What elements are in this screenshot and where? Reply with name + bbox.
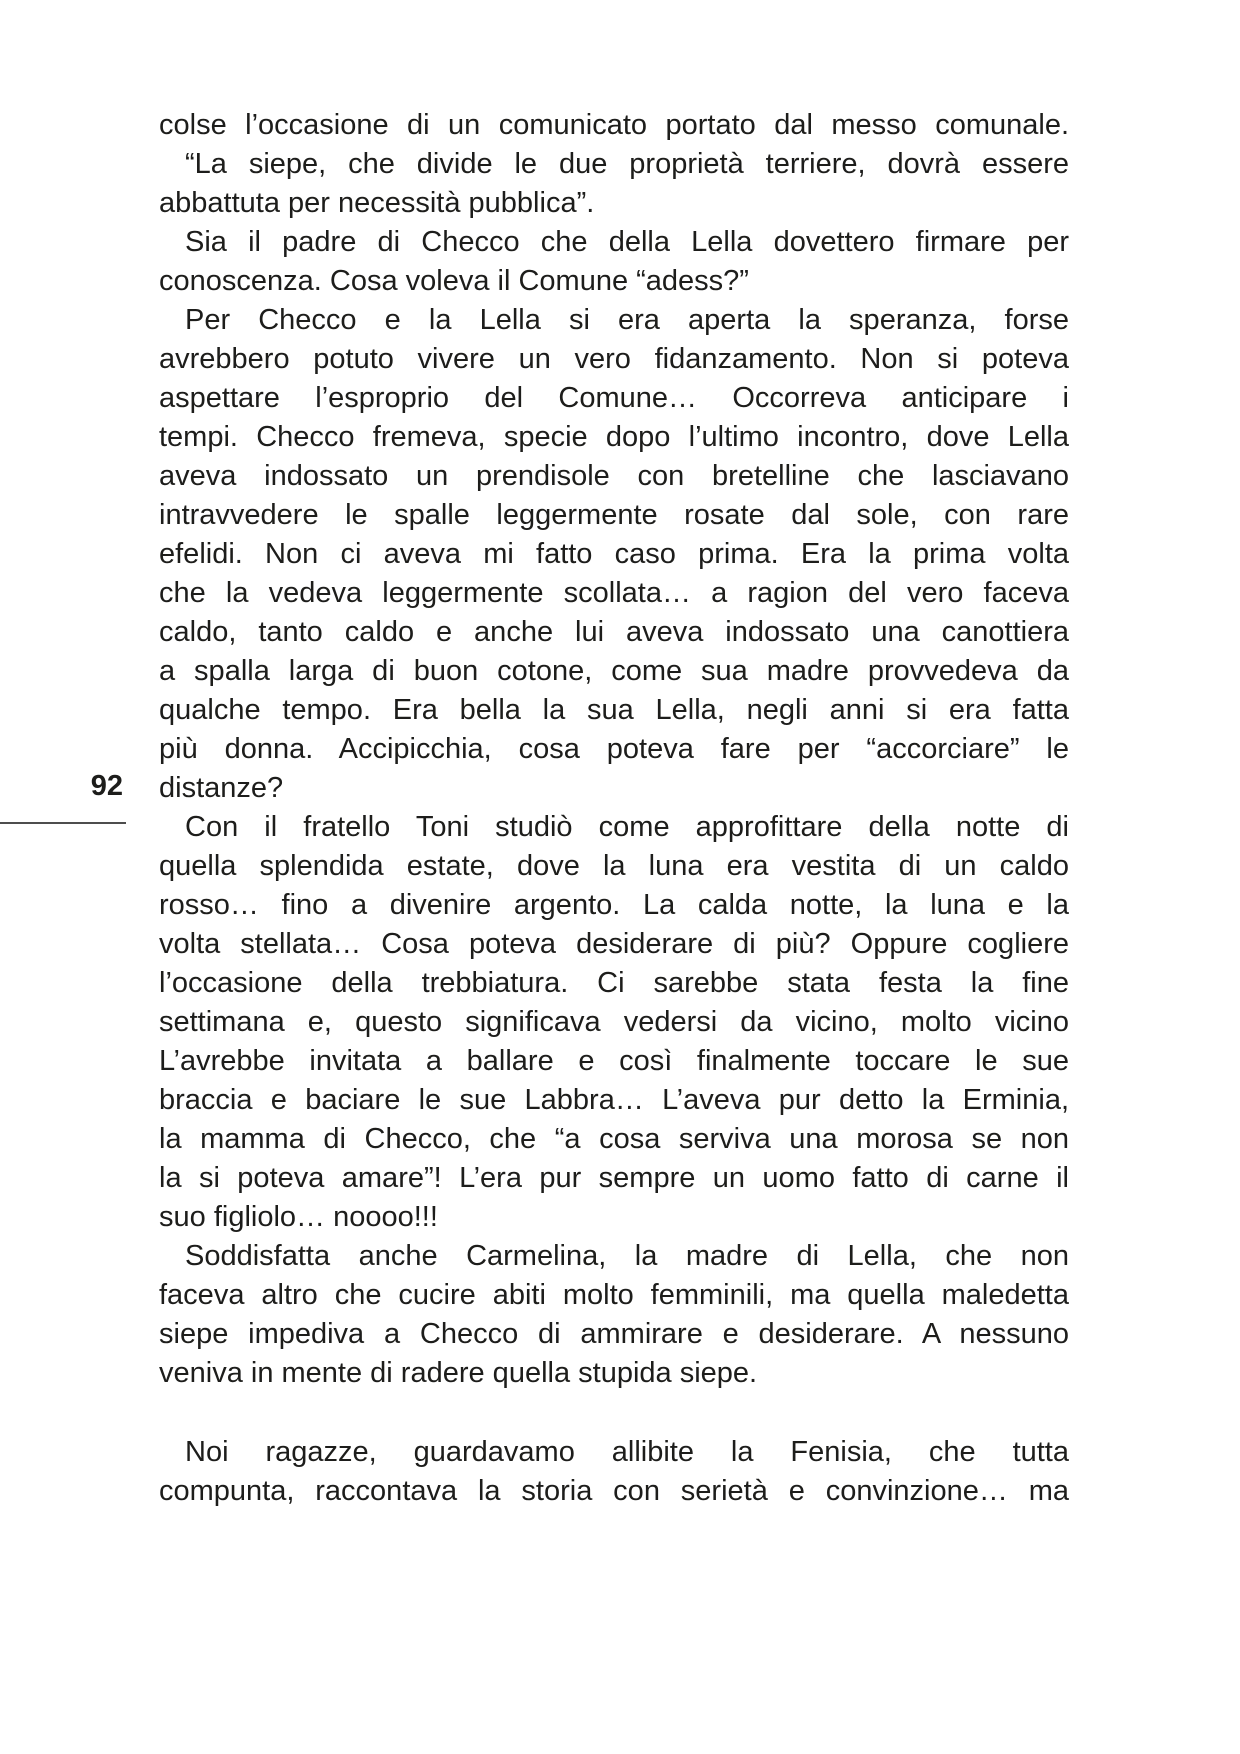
text-line: compunta, raccontava la storia con serietà e convinzione… ma: [159, 1475, 1069, 1507]
text-line: faceva altro che cucire abiti molto femminili, ma quella maledetta: [159, 1279, 1069, 1311]
text-line: rosso… fino a divenire argento. La calda notte, la luna e la: [159, 889, 1069, 921]
text-line: caldo, tanto caldo e anche lui aveva indossato una canottiera: [159, 616, 1069, 648]
text-line: a spalla larga di buon cotone, come sua madre provvedeva da: [159, 655, 1069, 687]
text-line: volta stellata… Cosa poteva desiderare di più? Oppure cogliere: [159, 928, 1069, 960]
text-line: conoscenza. Cosa voleva il Comune “adess?”: [159, 265, 749, 297]
text-line: “La siepe, che divide le due proprietà terriere, dovrà essere: [185, 148, 1069, 180]
text-line: Noi ragazze, guardavamo allibite la Fenisia, che tutta: [185, 1436, 1069, 1468]
text-line: aspettare l’esproprio del Comune… Occorreva anticipare i: [159, 382, 1069, 414]
text-line: la mamma di Checco, che “a cosa serviva una morosa se non: [159, 1123, 1069, 1155]
text-line: la si poteva amare”! L’era pur sempre un uomo fatto di carne il: [159, 1162, 1069, 1194]
text-line: intravvedere le spalle leggermente rosate dal sole, con rare: [159, 499, 1069, 531]
text-line: che la vedeva leggermente scollata… a ragion del vero faceva: [159, 577, 1069, 609]
text-line: Per Checco e la Lella si era aperta la speranza, forse: [185, 304, 1069, 336]
page-number: 92: [90, 770, 123, 802]
text-line: settimana e, questo significava vedersi da vicino, molto vicino: [159, 1006, 1069, 1038]
text-line: L’avrebbe invitata a ballare e così finalmente toccare le sue: [159, 1045, 1069, 1077]
text-line: suo figliolo… noooo!!!: [159, 1201, 438, 1233]
text-line: qualche tempo. Era bella la sua Lella, negli anni si era fatta: [159, 694, 1069, 726]
body-text-column: [159, 106, 1069, 1511]
text-line: efelidi. Non ci aveva mi fatto caso prima. Era la prima volta: [159, 538, 1069, 570]
text-line: colse l’occasione di un comunicato portato dal messo comunale.: [159, 109, 1069, 141]
text-line: Sia il padre di Checco che della Lella dovettero firmare per: [185, 226, 1069, 258]
text-line: quella splendida estate, dove la luna era vestita di un caldo: [159, 850, 1069, 882]
text-line: braccia e baciare le sue Labbra… L’aveva pur detto la Erminia,: [159, 1084, 1069, 1116]
text-line: siepe impediva a Checco di ammirare e desiderare. A nessuno: [159, 1318, 1069, 1350]
text-line: Soddisfatta anche Carmelina, la madre di Lella, che non: [185, 1240, 1069, 1272]
text-line: abbattuta per necessità pubblica”.: [159, 187, 595, 219]
text-line: distanze?: [159, 772, 284, 804]
text-line: più donna. Accipicchia, cosa poteva fare per “accorciare” le: [159, 733, 1069, 765]
text-line: veniva in mente di radere quella stupida siepe.: [159, 1357, 758, 1389]
text-line: avrebbero potuto vivere un vero fidanzamento. Non si poteva: [159, 343, 1069, 375]
text-line: Con il fratello Toni studiò come approfittare della notte di: [185, 811, 1069, 843]
text-line: tempi. Checco fremeva, specie dopo l’ultimo incontro, dove Lella: [159, 421, 1069, 453]
text-line: l’occasione della trebbiatura. Ci sarebbe stata festa la fine: [159, 967, 1069, 999]
text-line: aveva indossato un prendisole con bretelline che lasciavano: [159, 460, 1069, 492]
page-number-rule: [0, 822, 126, 824]
